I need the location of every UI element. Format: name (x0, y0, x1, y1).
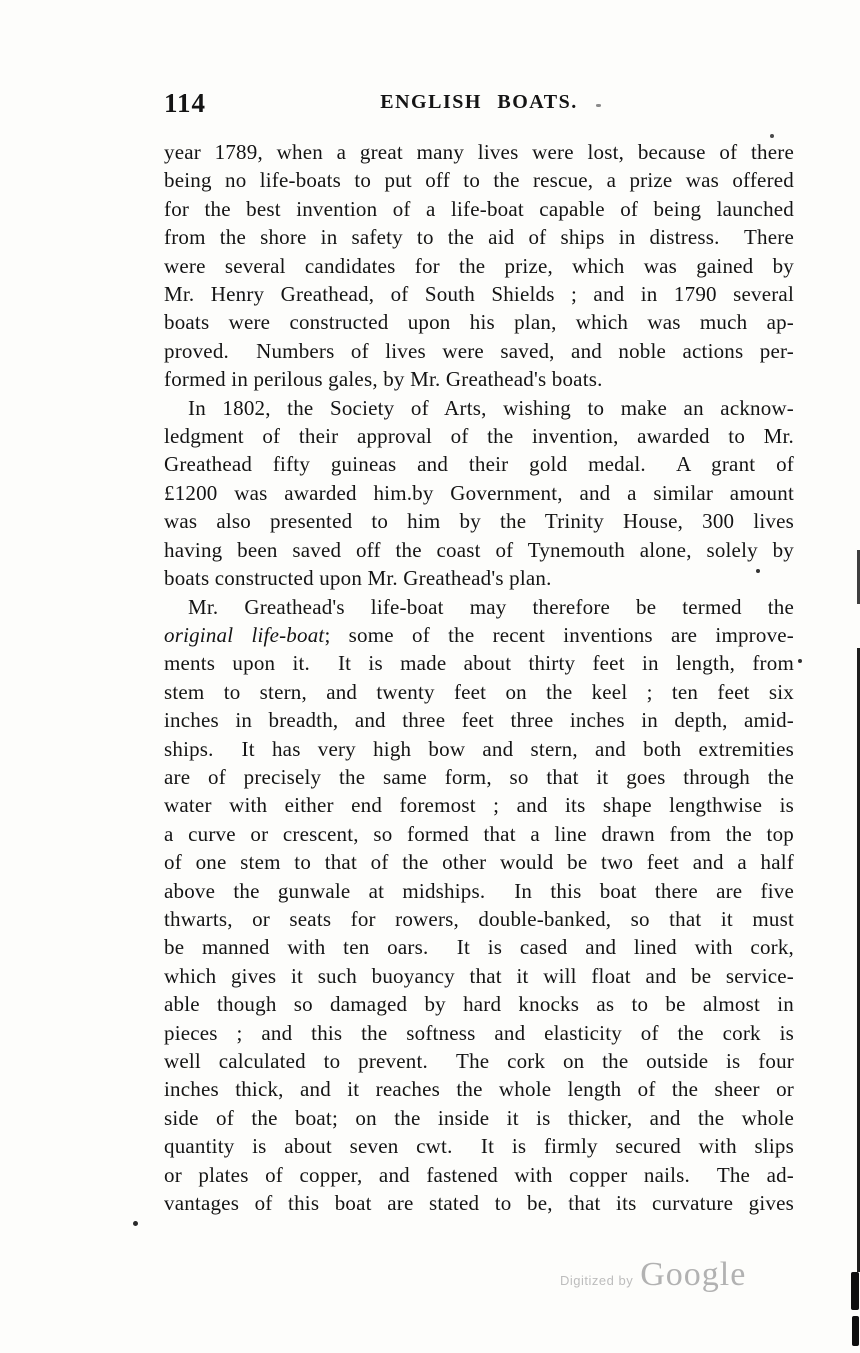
text-line: was also presented to him by the Trinity House, 300 lives (164, 509, 794, 534)
text-line: original life-boat; some of the recent inventions are improve- (164, 622, 794, 647)
text-line: for the best invention of a life-boat capable of being launched (164, 196, 794, 221)
ink-speck-3 (756, 569, 760, 573)
ink-speck-5 (133, 1221, 138, 1226)
text-line: of one stem to that of the other would be two feet and a half (164, 850, 794, 875)
text-line: ments upon it. It is made about thirty feet in length, from (164, 651, 794, 676)
text-line: being no life-boats to put off to the rescue, a prize was offered (164, 168, 794, 193)
text-line: side of the boat; on the inside it is thicker, and the whole (164, 1105, 794, 1130)
ink-speck-2 (596, 104, 601, 107)
text-line: boats were constructed upon his plan, which was much ap- (164, 310, 794, 335)
ink-speck-1 (770, 134, 774, 138)
scan-edge-blob-2 (852, 1316, 859, 1346)
text-line: inches thick, and it reaches the whole length of the sheer or (164, 1077, 794, 1102)
text-line: able though so damaged by hard knocks as to be almost in (164, 992, 794, 1017)
text-line: Mr. Henry Greathead, of South Shields ; and in 1790 several (164, 282, 794, 307)
text-line: well calculated to prevent. The cork on the outside is four (164, 1049, 794, 1073)
ink-speck-4 (798, 659, 802, 663)
text-line: thwarts, or seats for rowers, double-banked, so that it must (164, 906, 794, 931)
text-line: from the shore in safety to the aid of ships in distress. There (164, 225, 794, 250)
text-line: formed in perilous gales, by Mr. Greathead's boats. (164, 367, 603, 392)
text-line: ships. It has very high bow and stern, and both extremities (164, 736, 794, 761)
page-header (164, 88, 794, 116)
google-logo: Google (640, 1256, 747, 1293)
text-line: Greathead fifty guineas and their gold medal. A grant of (164, 452, 794, 477)
digitized-by-label: Digitized by (560, 1272, 634, 1288)
text-line: be manned with ten oars. It is cased and lined with cork, (164, 935, 794, 960)
scan-edge-blob-1 (851, 1272, 859, 1310)
text-line: ledgment of their approval of the invention, awarded to Mr. (164, 424, 794, 449)
text-line: In 1802, the Society of Arts, wishing to make an acknow- (188, 395, 794, 420)
text-line: year 1789, when a great many lives were lost, because of there (164, 140, 794, 164)
text-line: inches in breadth, and three feet three inches in depth, amid- (164, 708, 794, 733)
watermark (560, 1256, 746, 1294)
text-line: vantages of this boat are stated to be, that its curvature gives (164, 1191, 794, 1216)
text-line: a curve or crescent, so formed that a line drawn from the top (164, 821, 794, 846)
text-line: having been saved off the coast of Tynemouth alone, solely by (164, 537, 794, 562)
text-line: or plates of copper, and fastened with copper nails. The ad- (164, 1162, 794, 1187)
text-line: are of precisely the same form, so that it goes through the (164, 764, 794, 789)
text-line: water with either end foremost ; and its shape lengthwise is (164, 793, 794, 818)
text-line: stem to stern, and twenty feet on the keel ; ten feet six (164, 679, 794, 704)
page-number: 114 (164, 88, 207, 118)
text-line: were several candidates for the prize, which was gained by (164, 253, 794, 278)
text-line: Mr. Greathead's life-boat may therefore be termed the (188, 594, 794, 619)
text-line: pieces ; and this the softness and elasticity of the cork is (164, 1020, 794, 1045)
text-line: boats constructed upon Mr. Greathead's plan. (164, 566, 552, 591)
running-title: ENGLISH BOATS. (380, 91, 578, 113)
text-line: proved. Numbers of lives were saved, and noble actions per- (164, 338, 794, 363)
text-line: £1200 was awarded him.by Government, and a similar amount (164, 480, 794, 505)
text-line: which gives it such buoyancy that it will float and be service- (164, 963, 794, 988)
text-line: above the gunwale at midships. In this boat there are five (164, 878, 794, 903)
text-line: quantity is about seven cwt. It is firmly secured with slips (164, 1134, 794, 1159)
body-text (164, 138, 794, 1217)
